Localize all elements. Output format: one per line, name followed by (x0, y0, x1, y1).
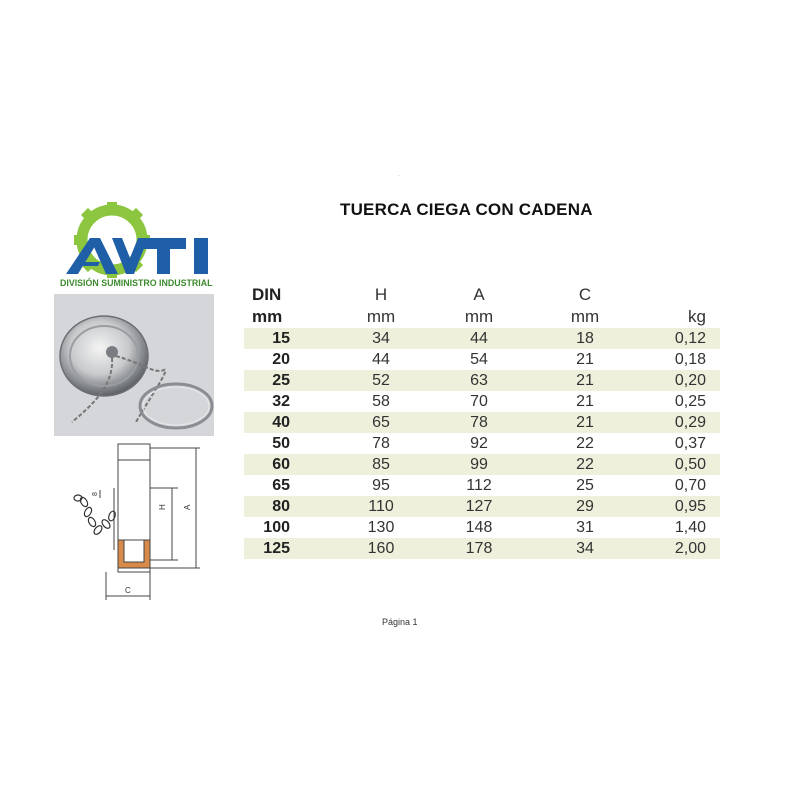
cell-din: 125 (263, 540, 290, 557)
cell-kg: 0,95 (674, 498, 706, 515)
cell-kg: 0,37 (674, 435, 706, 452)
cell-c: 18 (576, 330, 594, 347)
table-row (244, 517, 720, 538)
cell-c: 25 (576, 477, 594, 494)
cell-a: 63 (470, 372, 488, 389)
product-photo (54, 294, 214, 436)
cell-c: 21 (576, 372, 594, 389)
cell-h: 130 (367, 519, 395, 536)
table-row (244, 454, 720, 475)
table-row (244, 349, 720, 370)
header-dot: · (398, 173, 400, 179)
table-row (244, 538, 720, 559)
header-a: A (473, 285, 485, 304)
cell-h: 44 (372, 351, 390, 368)
cell-h: 95 (372, 477, 390, 494)
cell-h: 34 (372, 330, 390, 347)
cell-c: 22 (576, 435, 594, 452)
unit-c: mm (570, 307, 600, 326)
header-din: DIN (252, 285, 282, 304)
table-row (244, 433, 720, 454)
unit-kg: kg (688, 307, 706, 326)
cell-c: 21 (576, 393, 594, 410)
dim-8-label: 8 (92, 492, 99, 496)
cell-din: 32 (272, 393, 290, 410)
cell-c: 29 (576, 498, 594, 515)
cell-din: 40 (272, 414, 290, 431)
cell-a: 92 (470, 435, 488, 452)
cell-h: 160 (367, 540, 395, 557)
cell-h: 52 (372, 372, 390, 389)
cell-din: 25 (272, 372, 290, 389)
cell-a: 178 (465, 540, 493, 557)
logo-subtitle: DIVISIÓN SUMINISTRO INDUSTRIAL (60, 278, 213, 289)
cell-a: 78 (470, 414, 488, 431)
cell-h: 58 (372, 393, 390, 410)
table-row (244, 496, 720, 517)
cell-kg: 0,25 (674, 393, 706, 410)
cell-kg: 0,12 (674, 330, 706, 347)
cell-kg: 2,00 (674, 540, 706, 557)
page-footer: Página 1 (382, 617, 418, 627)
cell-h: 85 (372, 456, 390, 473)
cell-a: 70 (470, 393, 488, 410)
cell-c: 34 (576, 540, 594, 557)
unit-a: mm (464, 307, 494, 326)
cell-kg: 0,18 (674, 351, 706, 368)
header-h: H (374, 285, 388, 304)
unit-din: mm (252, 307, 283, 326)
page-title: TUERCA CIEGA CON CADENA (340, 200, 593, 219)
cell-kg: 0,50 (674, 456, 706, 473)
unit-h: mm (366, 307, 396, 326)
table-row (244, 391, 720, 412)
table-row (244, 412, 720, 433)
cell-c: 21 (576, 414, 594, 431)
cell-c: 31 (576, 519, 594, 536)
header-c: C (578, 285, 592, 304)
cell-a: 148 (465, 519, 493, 536)
dim-h-label: H (158, 504, 167, 510)
dim-a-label: A (183, 504, 192, 510)
table-header-top (244, 284, 720, 306)
cell-h: 65 (372, 414, 390, 431)
cell-c: 21 (576, 351, 594, 368)
cell-din: 100 (263, 519, 290, 536)
table-row (244, 370, 720, 391)
cell-a: 54 (470, 351, 488, 368)
chain-icon (74, 495, 117, 536)
cell-kg: 0,20 (674, 372, 706, 389)
cell-c: 22 (576, 456, 594, 473)
dim-c-label: C (125, 586, 131, 595)
cell-din: 65 (272, 477, 290, 494)
cell-din: 15 (272, 330, 290, 347)
table-row (244, 475, 720, 496)
cell-a: 44 (470, 330, 488, 347)
technical-drawing (60, 440, 210, 602)
dimensions-table (244, 284, 720, 559)
cell-a: 99 (470, 456, 488, 473)
cell-a: 112 (466, 477, 492, 494)
cell-h: 78 (372, 435, 390, 452)
cell-kg: 0,29 (674, 414, 706, 431)
cell-a: 127 (465, 498, 493, 515)
table-header-units (244, 306, 720, 328)
cell-kg: 0,70 (674, 477, 706, 494)
cell-din: 20 (272, 351, 290, 368)
table-row (244, 328, 720, 349)
cell-din: 50 (272, 435, 290, 452)
cell-kg: 1,40 (674, 519, 706, 536)
cell-din: 80 (272, 498, 290, 515)
cell-din: 60 (272, 456, 290, 473)
cell-h: 110 (368, 498, 394, 515)
